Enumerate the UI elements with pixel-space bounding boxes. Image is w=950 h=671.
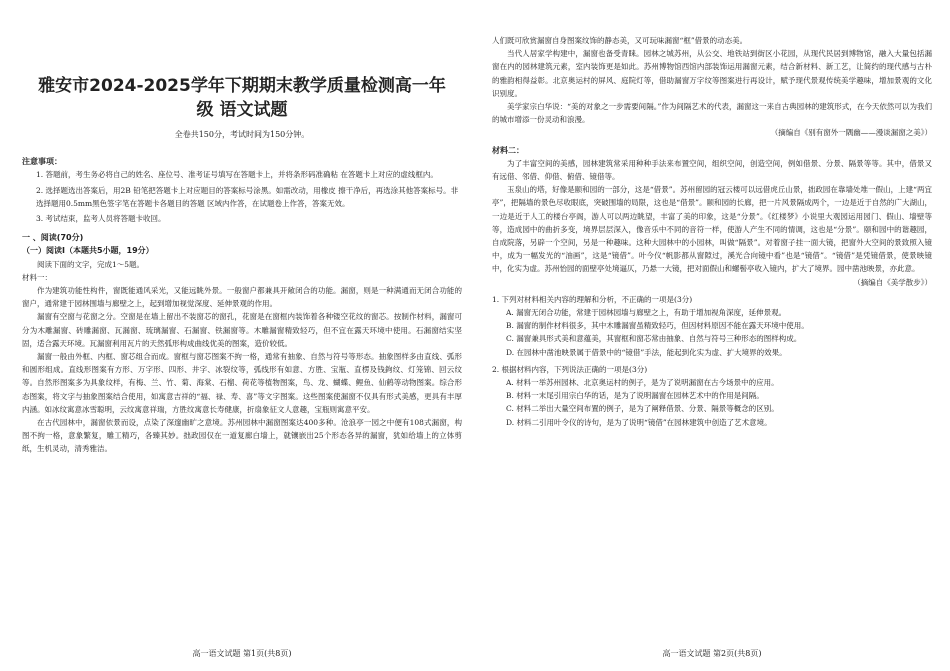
instruction: 阅读下面的文字，完成1～5题。 xyxy=(37,259,145,269)
answer-option: A. 漏窗无闭合功能，常建于园林园墙与廊壁之上，有助于增加视角深度，延伸景观。 xyxy=(506,308,787,318)
exam-title-line2: 级 语文试题 xyxy=(196,100,288,120)
paragraph: 漏窗有空窗与花窗之分。空窗是在墙上留出不装窗芯的窗孔，花窗是在窗框内装饰着各种镂空花纹的窗芯。按制作材料，漏窗可分为木雕漏窗、砖雕漏窗、瓦漏窗、琉璃漏窗、石漏窗、铁漏窗等。木雕漏窗精致轻巧，但不宜在露天环境中使用。石漏窗结实坚固，适合露天环境。瓦漏窗利用瓦片的天然弧形构成曲线优美的图案，造价较低。 xyxy=(22,312,462,348)
page-left xyxy=(22,0,462,456)
material1-label: 材料一： xyxy=(22,272,52,282)
citation: （摘编自《别有窗外一隅幽——漫谈漏窗之美》） xyxy=(770,128,932,138)
answer-option: D. 材料二引用叶令仪的诗句，是为了说明“镜借”在园林建筑中创造了艺术意境。 xyxy=(506,417,772,427)
paragraph: 人们既可欣赏漏窗自身图案纹饰的静态美，又可玩味漏窗“框”借景的动态美。 xyxy=(492,36,748,45)
material2-label: 材料二： xyxy=(492,145,524,155)
answer-option: C. 漏窗兼具形式美和意蕴美，其窗框和窗芯常由抽象、自然与符号三种形态的图样构成。 xyxy=(506,334,802,344)
paragraph: 作为建筑功能性构件，窗既能通风采光，又能远眺外景。一般窗户都兼具开敞闭合的功能。漏窗，则是一种满通而无闭合功能的窗户，通常建于园林围墙与廊壁之上，起到增加视觉深度、延伸景观的作用。 xyxy=(22,286,462,309)
paragraph: 当代人居家学构建中，漏窗也备受青睐。园林之城苏州，从公交、地铁站到街区小花园，从现代民居到博物馆，融入大量包括漏窗在内的园林建筑元素，室内装饰更是如此。苏州博物馆西馆内部装饰运用漏窗元素，结合新材料、新工艺，让简约的现代感与古朴的雅韵相得益彰。北京奥运村的屏风、庭院灯等，借助漏窗万字纹等图案进行再设计，赋予现代景观传统美学趣味，增加景观的文化识别度。 xyxy=(492,49,932,98)
page2-footer: 高一语文试题 第2页(共8页) xyxy=(662,649,762,658)
answer-option: D. 在园林中凿池映景属于借景中的“镜借”手法，能起到化实为虚、扩大境界的效果。 xyxy=(506,347,787,357)
question-stem: 1. 下列对材料相关内容的理解和分析，不正确的一项是(3分) xyxy=(492,294,693,304)
paragraph: 漏窗一般由外框、内框、窗芯组合而成。窗框与窗芯图案不拘一格，通常有抽象、自然与符号等形态。抽象图样多由直线、弧形和圆形组成。直线形图案有方形、万字形、四形、井字、冰裂纹等，弧线形有如意、方胜、宝瓶、直楞及钱鉤纹、灯笼锦、回云纹等。自然形图案多为具象纹样，有梅、兰、竹、菊、海棠、石榴、荷花等植物图案，鸟、龙、蝴蝶、鲤鱼、仙鹤等动物图案。综合形态图案，将文字与抽象图案结合使用，如寓意吉祥的“福、禄、寿、喜”等文字图案。这些图案使漏窗不仅具有形式美感，更具有丰厚内涵。如冰纹寓意冰雪聪明，云纹寓意祥瑞，方胜纹寓意长寿健康，折扇象征文人意趣，宝瓶则寓意平安。 xyxy=(22,352,462,414)
exam-title-line1: 雅安市2024-2025学年下期期末教学质量检测高一年 xyxy=(38,76,446,96)
paragraph: 美学家宗白华说：“美的对象之一步需要间隔。”作为间隔艺术的代表，漏窗这一来自古典园林的建筑形式，在今天依然可以为我们的城市增添一份灵动和浪漫。 xyxy=(492,102,932,125)
page-right xyxy=(492,34,932,429)
citation: （摘编自《美学散步》） xyxy=(853,277,932,287)
paragraph: 在古代园林中，漏窗依景而设，点染了深邃幽旷之意境。苏州园林中漏窗图案达400多种。沧浪亭一园之中便有108式漏窗，构图不拘一格，意象繁复，雕工精巧，各臻其妙。拙政园仅在一道复廊白墙上，就镶嵌出25个形态各异的漏窗，犹如给墙上的立体剪纸，生机灵动，清秀雅洁。 xyxy=(22,418,462,454)
section-heading: 一 、阅读(70分) xyxy=(22,233,84,243)
question-stem: 2. 根据材料内容，下列说法正确的一项是(3分) xyxy=(492,364,648,374)
notice-item: 2. 选择题选出答案后，用2B 铅笔把答题卡上对应题目的答案标号涂黑。如需改动，用橡皮 擦干净后，再选涂其他答案标号。非选择题用0.5mm黑色签字笔在答题卡各题目的答题 区域内作答，在试题卷上作答，答案无效。 xyxy=(36,185,459,208)
page1-footer: 高一语文试题 第1页(共8页) xyxy=(192,649,292,658)
paragraph: 玉泉山的塔，好像是颐和园的一部分，这是“借景”。苏州留园的冠云楼可以远借虎丘山景，拙政园在靠墙处堆一假山，上建“两宜亭”，把隔墙的景色尽收眼底，突破围墙的局限，这也是“借景”。颐和园的长廊，把一片风景隔成两个，一边是近于自然的广大湖山，一边是近于人工的楼台亭阁，游人可以两边眺望，丰富了美的印象，这是“分景”。《红楼梦》小说里大观园运用园门、假山、墙壁等等，造成园中的曲折多变，境界层层深入，像音乐中不同的音符一样，使游人产生不同的情调，这也是“分景”。颐和园中的谐趣园，自成院落，另辟一个空间，另是一种趣味。这种大园林中的小园林，叫做“隔景”。对着窗子挂一面大镜，把窗外大空间的景致照入镜中，成为一幅发光的“油画”，这是“镜借”。叶今仪“帆影都从窗隙过，溪光合向镜中看”也是“镜借”。“镜借”是凭镜借景，使景映镜中，化实为虚。苏州怡园的面壁亭处境逼仄，乃悬一大镜，把对面假山和螺髻亭收入镜内，扩大了境界。园中凿池映景，亦此意。 xyxy=(492,185,932,274)
answer-option: B. 漏窗的制作材料很多，其中木雕漏窗虽精致轻巧，但因材料原因不能在露天环境中使用。 xyxy=(506,321,809,331)
answer-option: C. 材料二举出大量空间布置的例子，是为了阐释借景、分景、隔景等概念的区别。 xyxy=(506,404,779,414)
answer-option: B. 材料一末尾引用宗白华的话，是为了说明漏窗在园林艺术中的作用是间隔。 xyxy=(506,391,764,401)
subsection-heading: （一）阅读Ⅰ（本题共5小题，19分） xyxy=(22,246,154,256)
notice-item: 3. 考试结束，监考人员将答题卡收回。 xyxy=(36,214,166,224)
notice-item: 1. 答题前，考生务必将自己的姓名、座位号、准考证号填写在答题卡上，并将条形码准确粘 在答题卡上对应的虚线框内。 xyxy=(36,170,438,180)
exam-meta: 全卷共150分，考试时间为150分钟。 xyxy=(174,130,310,139)
notice-heading: 注意事项： xyxy=(22,157,62,167)
paragraph: 为了丰富空间的美感，园林建筑常采用种种手法来布置空间，组织空间，创造空间，例如借景、分景、隔景等等。其中，借景又有远借、邻借、仰借、俯借、镜借等。 xyxy=(492,158,932,182)
answer-option: A. 材料一举苏州园林、北京奥运村的例子，是为了说明漏窗在古今场景中的应用。 xyxy=(506,378,779,388)
